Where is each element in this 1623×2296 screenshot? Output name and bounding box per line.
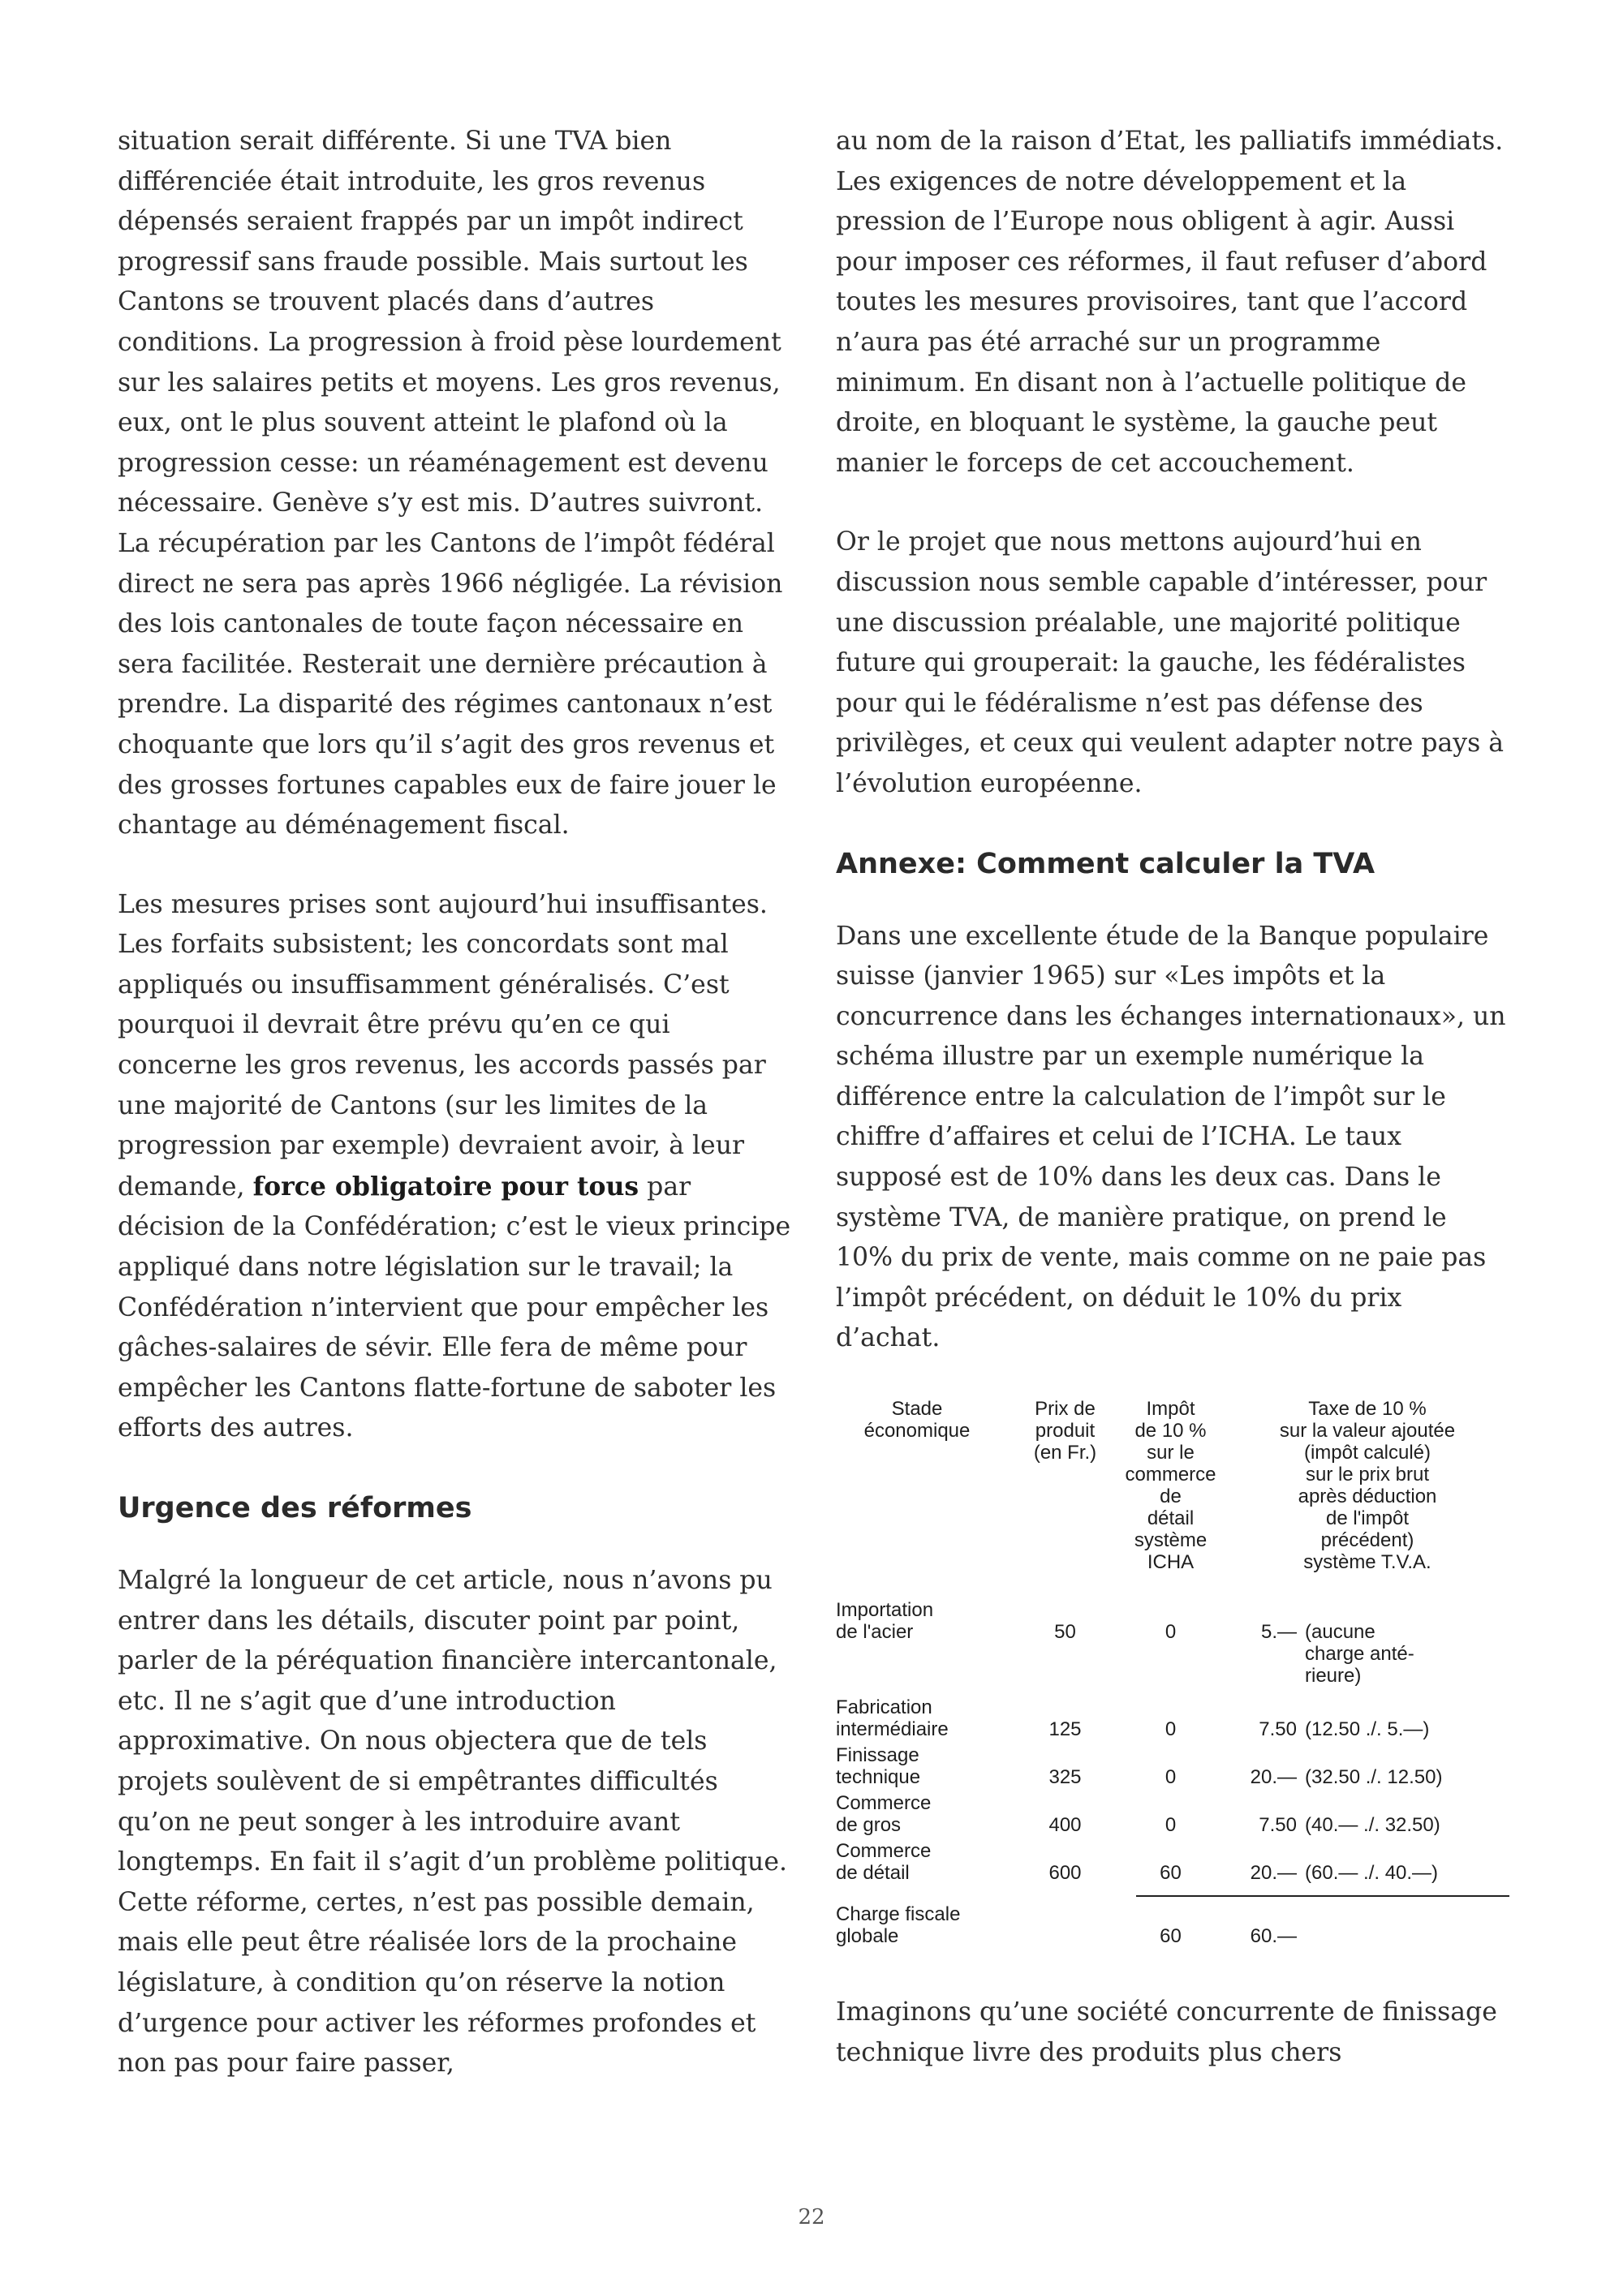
cell-tva (1225, 1599, 1509, 1687)
cell-tva (1225, 1696, 1509, 1740)
tva-amount: 7.50 (1259, 1718, 1297, 1741)
paragraph-text: par décision de la Confédération; c’est le vieux principe appliqué dans notre législation sur le travail; la Confédération n’intervient que pour empêcher les gâches-salaires de sévir. Elle fera de même pour empêcher les Cantons flatte-fortune de saboter les efforts des autres. (118, 1172, 791, 1443)
cell-tva (1225, 1840, 1509, 1884)
tva-table (836, 1398, 1509, 1960)
table-row (836, 1599, 1509, 1696)
column-header: Taxe de 10 % sur la valeur ajoutée (impôt calculé) sur le prix brut après déduction de l'impôt précédent) système T.V.A. (1279, 1398, 1456, 1574)
cell-prix: 600 (1048, 1862, 1082, 1885)
cell-tva (1225, 1744, 1509, 1788)
table-total-row (836, 1903, 1509, 1960)
tva-amount: 20.— (1250, 1766, 1297, 1789)
paragraph: Malgré la longueur de cet article, nous n’avons pu entrer dans les détails, discuter point par point, parler de la péréquation financière intercantonale, etc. Il ne s’agit que d’une introduction approximative. On nous objectera que de tels projets soulèvent de si empêtrantes difficultés qu’on ne peut songer à les introduire avant longtemps. En fait il s’agit d’un problème politique. Cette réforme, certes, n’est pas possible demain, mais elle peut être réalisée lors de la prochaine législature, à condition qu’on réserve la notion d’urgence pour activer les réformes profondes et non pas pour faire passer, (118, 1566, 787, 2079)
paragraph: Imaginons qu’une société concurrente de finissage technique livre des produits plus chers (836, 1997, 1497, 2067)
tva-amount: 7.50 (1259, 1814, 1297, 1837)
table-row (836, 1744, 1509, 1792)
cell-stade: Commerce de gros (836, 1792, 932, 1837)
tva-detail: (aucune charge anté- rieure) (1305, 1621, 1414, 1688)
tva-amount: 20.— (1250, 1862, 1297, 1885)
cell-prix: 325 (1048, 1766, 1082, 1789)
cell-icha: 0 (1165, 1814, 1177, 1837)
column-header: Stade économique (863, 1398, 971, 1443)
table-header (836, 1398, 1509, 1599)
right-column (836, 122, 1509, 2112)
cell-icha: 60 (1160, 1862, 1182, 1885)
table-row (836, 1840, 1509, 1895)
bold-phrase: force obligatoire pour tous (252, 1171, 639, 1202)
tva-detail: (40.— ./. 32.50) (1305, 1814, 1440, 1837)
paragraph-text: Les mesures prises sont aujourd’hui insuffisantes. Les forfaits subsistent; les concordats sont mal appliqués ou insuffisamment généralisés. C’est pourquoi il devrait être prévu qu’en ce qui concerne les gros revenus, les accords passés par une majorité de Cantons (sur les limites de la progression par exemple) devraient avoir, à leur demande, (118, 889, 768, 1202)
paragraph (118, 885, 791, 1449)
paragraph: au nom de la raison d’Etat, les palliatifs immédiats. Les exigences de notre développement et la pression de l’Europe nous obligent à agir. Aussi pour imposer ces réformes, il faut refuser d’abord toutes les mesures provisoires, tant que l’accord n’aura pas été arraché sur un programme minimum. En disant non à l’actuelle politique de droite, en bloquant le système, la gauche peut manier le forceps de cet accouchement. (836, 127, 1504, 478)
cell-prix-empty (1014, 1903, 1116, 1925)
cell-prix: 125 (1048, 1718, 1082, 1741)
cell-stade: Finissage technique (836, 1744, 921, 1789)
table-row (836, 1792, 1509, 1840)
cell-icha: 0 (1165, 1718, 1177, 1741)
cell-stade: Charge fiscale globale (836, 1903, 961, 1948)
tva-detail: (32.50 ./. 12.50) (1305, 1766, 1443, 1789)
cell-prix: 400 (1048, 1814, 1082, 1837)
paragraph: Dans une excellente étude de la Banque populaire suisse (janvier 1965) sur «Les impôts et la concurrence dans les échanges internationaux», un schéma illustre par un exemple numérique la différence entre la calculation de l’impôt sur le chiffre d’affaires et celui de l’ICHA. Le taux supposé est de 10% dans les deux cas. Dans le système TVA, de manière pratique, on prend le 10% du prix de vente, mais comme on ne paie pas l’impôt précédent, on déduit le 10% du prix d’achat. (836, 921, 1506, 1353)
column-header: Prix de produit (en Fr.) (1033, 1398, 1097, 1464)
paragraph: Or le projet que nous mettons aujourd’hui en discussion nous semble capable d’intéresser, pour une discussion préalable, une majorité politique future qui grouperait: la gauche, les fédéralistes pour qui le fédéralisme n’est pas défense des privilèges, et ceux qui veulent adapter notre pays à l’évolution européenne. (836, 527, 1505, 798)
cell-tva (1225, 1792, 1509, 1836)
column-header: Impôt de 10 % sur le commerce de détail système ICHA (1125, 1398, 1216, 1574)
cell-tva (1225, 1903, 1509, 1947)
table-row (836, 1696, 1509, 1744)
cell-icha: 0 (1165, 1621, 1177, 1644)
tva-amount: 60.— (1250, 1925, 1297, 1948)
tva-amount: 5.— (1260, 1621, 1297, 1644)
tva-detail: (12.50 ./. 5.—) (1305, 1718, 1430, 1741)
paragraph: situation serait différente. Si une TVA bien différenciée était introduite, les gros revenus dépensés seraient frappés par un impôt indirect progressif sans fraude possible. Mais surtout les Cantons se trouvent placés dans d’autres conditions. La progression à froid pèse lourdement sur les salaires petits et moyens. Les gros revenus, eux, ont le plus souvent atteint le plafond où la progression cesse: un réaménagement est devenu nécessaire. Genève s’y est mis. D’autres suivront. La récupération par les Cantons de l’impôt fédéral direct ne sera pas après 1966 négligée. La révision des lois cantonales de toute façon nécessaire en sera facilitée. Resterait une dernière précaution à prendre. La disparité des régimes cantonaux n’est choquante que lors qu’il s’agit des gros revenus et des grosses fortunes capables eux de faire jouer le chantage au déménagement fiscal. (118, 127, 783, 841)
page-number: 22 (798, 2205, 825, 2229)
section-heading: Urgence des réformes (118, 1492, 472, 1524)
section-heading: Annexe: Comment calculer la TVA (836, 847, 1375, 880)
cell-icha: 60 (1160, 1925, 1182, 1948)
cell-stade: Fabrication intermédiaire (836, 1696, 949, 1741)
cell-stade: Commerce de détail (836, 1840, 932, 1885)
cell-stade: Importation de l'acier (836, 1599, 934, 1644)
tva-detail: (60.— ./. 40.—) (1305, 1862, 1439, 1885)
cell-prix: 50 (1054, 1621, 1076, 1644)
total-rule (1136, 1895, 1509, 1897)
cell-icha: 0 (1165, 1766, 1177, 1789)
left-column (118, 122, 791, 2123)
